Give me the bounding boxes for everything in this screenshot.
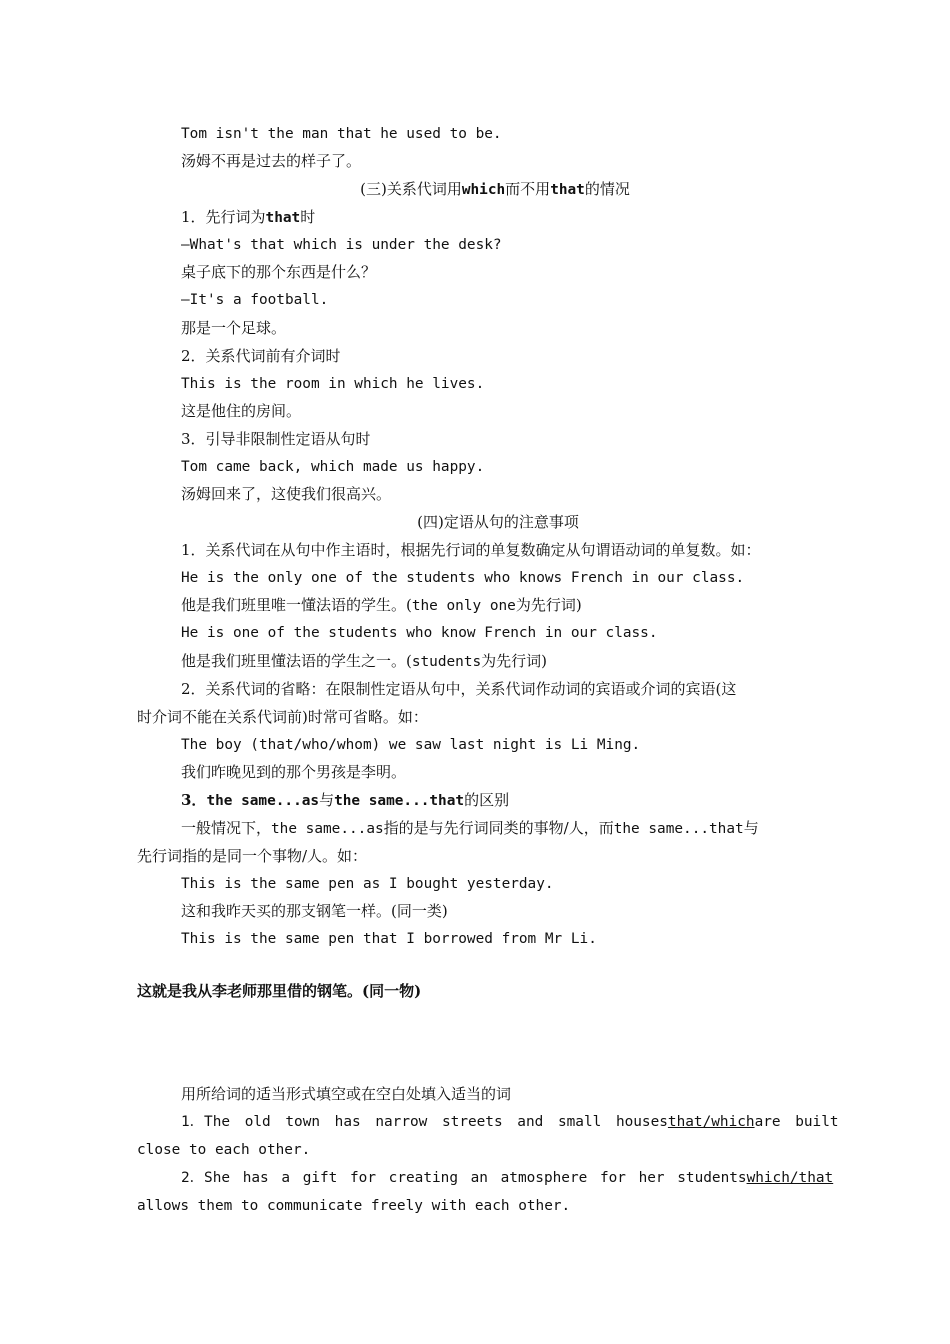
section-heading-3: (三)关系代词用which而不用that的情况 [360, 180, 630, 198]
example-sentence-en: Tom isn't the man that he used to be. [181, 126, 502, 142]
item-1-answer-en: —It's a football. [181, 292, 329, 308]
exercise-question-1-line-1: 1．The old town has narrow streets and small houses that/which are built [181, 1114, 839, 1130]
note-2-example-en: The boy (that/who/whom) we saw last night is Li Ming. [181, 737, 641, 753]
note-1-example-2-en: He is one of the students who know French in our class. [181, 625, 658, 641]
exercise-question-1-line-2: close to each other. [137, 1142, 311, 1158]
note-2-text-line-2: 时介词不能在关系代词前)时常可省略。如： [137, 708, 428, 726]
note-3-title: 3．the same...as与the same...that的区别 [181, 791, 510, 809]
item-3-example-cn: 汤姆回来了，这使我们很高兴。 [181, 485, 392, 503]
item-1-title: 1．先行词为that时 [181, 208, 316, 226]
note-3-text-line-1: 一般情况下，the same...as指的是与先行词同类的事物/人，而the same...that与 [181, 819, 759, 837]
note-3-example-1-cn: 这和我昨天买的那支钢笔一样。(同一类) [181, 902, 448, 920]
note-3-example-1-en: This is the same pen as I bought yesterday. [181, 876, 554, 892]
note-3-text-line-2: 先行词指的是同一个事物/人。如： [137, 847, 368, 865]
exercise-question-2-line-2: allows them to communicate freely with each other. [137, 1198, 571, 1214]
note-2-text-line-1: 2．关系代词的省略：在限制性定语从句中，关系代词作动词的宾语或介词的宾语(这 [181, 680, 737, 698]
note-1-example-1-cn: 他是我们班里唯一懂法语的学生。(the only one为先行词) [181, 596, 582, 614]
note-3-example-2-cn: 这就是我从李老师那里借的钢笔。(同一物) [137, 982, 422, 1000]
note-2-example-cn: 我们昨晚见到的那个男孩是李明。 [181, 763, 407, 781]
note-1-text: 1．关系代词在从句中作主语时，根据先行词的单复数确定从句谓语动词的单复数。如： [181, 541, 761, 559]
note-3-example-2-en: This is the same pen that I borrowed from Mr Li. [181, 931, 597, 947]
item-3-title: 3．引导非限制性定语从句时 [181, 430, 371, 448]
exercise-question-2-line-1: 2．She has a gift for creating an atmosphere for her students which/that [181, 1170, 834, 1186]
item-1-question-cn: 桌子底下的那个东西是什么？ [181, 263, 377, 281]
item-3-example-en: Tom came back, which made us happy. [181, 459, 485, 475]
exercise-answer-1: that/which [667, 1114, 755, 1130]
exercise-answer-2: which/that [746, 1170, 834, 1186]
note-1-example-2-cn: 他是我们班里懂法语的学生之一。(students为先行词) [181, 652, 548, 670]
item-1-question-en: —What's that which is under the desk? [181, 237, 502, 253]
example-sentence-cn: 汤姆不再是过去的样子了。 [181, 152, 362, 170]
exercise-instruction: 用所给词的适当形式填空或在空白处填入适当的词 [181, 1085, 512, 1103]
item-2-example-en: This is the room in which he lives. [181, 376, 485, 392]
note-1-example-1-en: He is the only one of the students who knows French in our class. [181, 570, 745, 586]
item-2-example-cn: 这是他住的房间。 [181, 402, 302, 420]
section-heading-4: (四)定语从句的注意事项 [417, 513, 579, 531]
item-2-title: 2．关系代词前有介词时 [181, 347, 341, 365]
item-1-answer-cn: 那是一个足球。 [181, 319, 287, 337]
